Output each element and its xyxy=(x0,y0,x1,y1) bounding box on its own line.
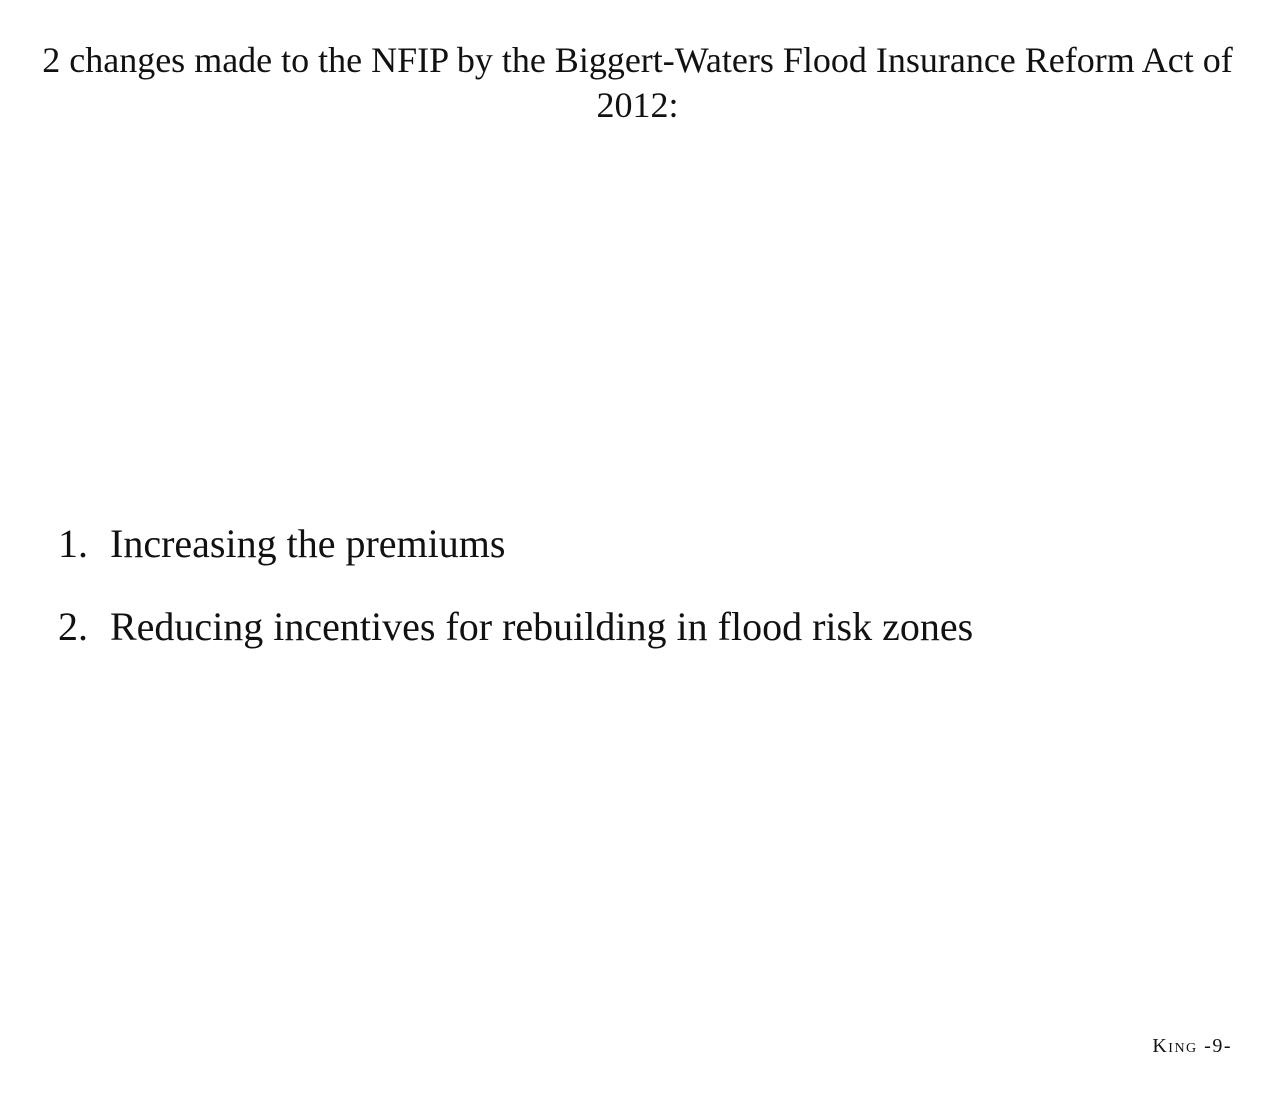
slide-title: 2 changes made to the NFIP by the Biggert-Waters Flood Insurance Reform Act of 2012: xyxy=(42,40,1233,125)
list-item-text: Reducing incentives for rebuilding in flood risk zones xyxy=(110,604,974,649)
list-item xyxy=(58,601,973,653)
list-item-number: 1. xyxy=(58,521,88,566)
list-item-text: Increasing the premiums xyxy=(110,521,506,566)
list-item-number: 2. xyxy=(58,604,88,649)
changes-list xyxy=(58,518,973,684)
footer-page-label: King -9- xyxy=(1152,1035,1232,1057)
list-item xyxy=(58,518,973,570)
